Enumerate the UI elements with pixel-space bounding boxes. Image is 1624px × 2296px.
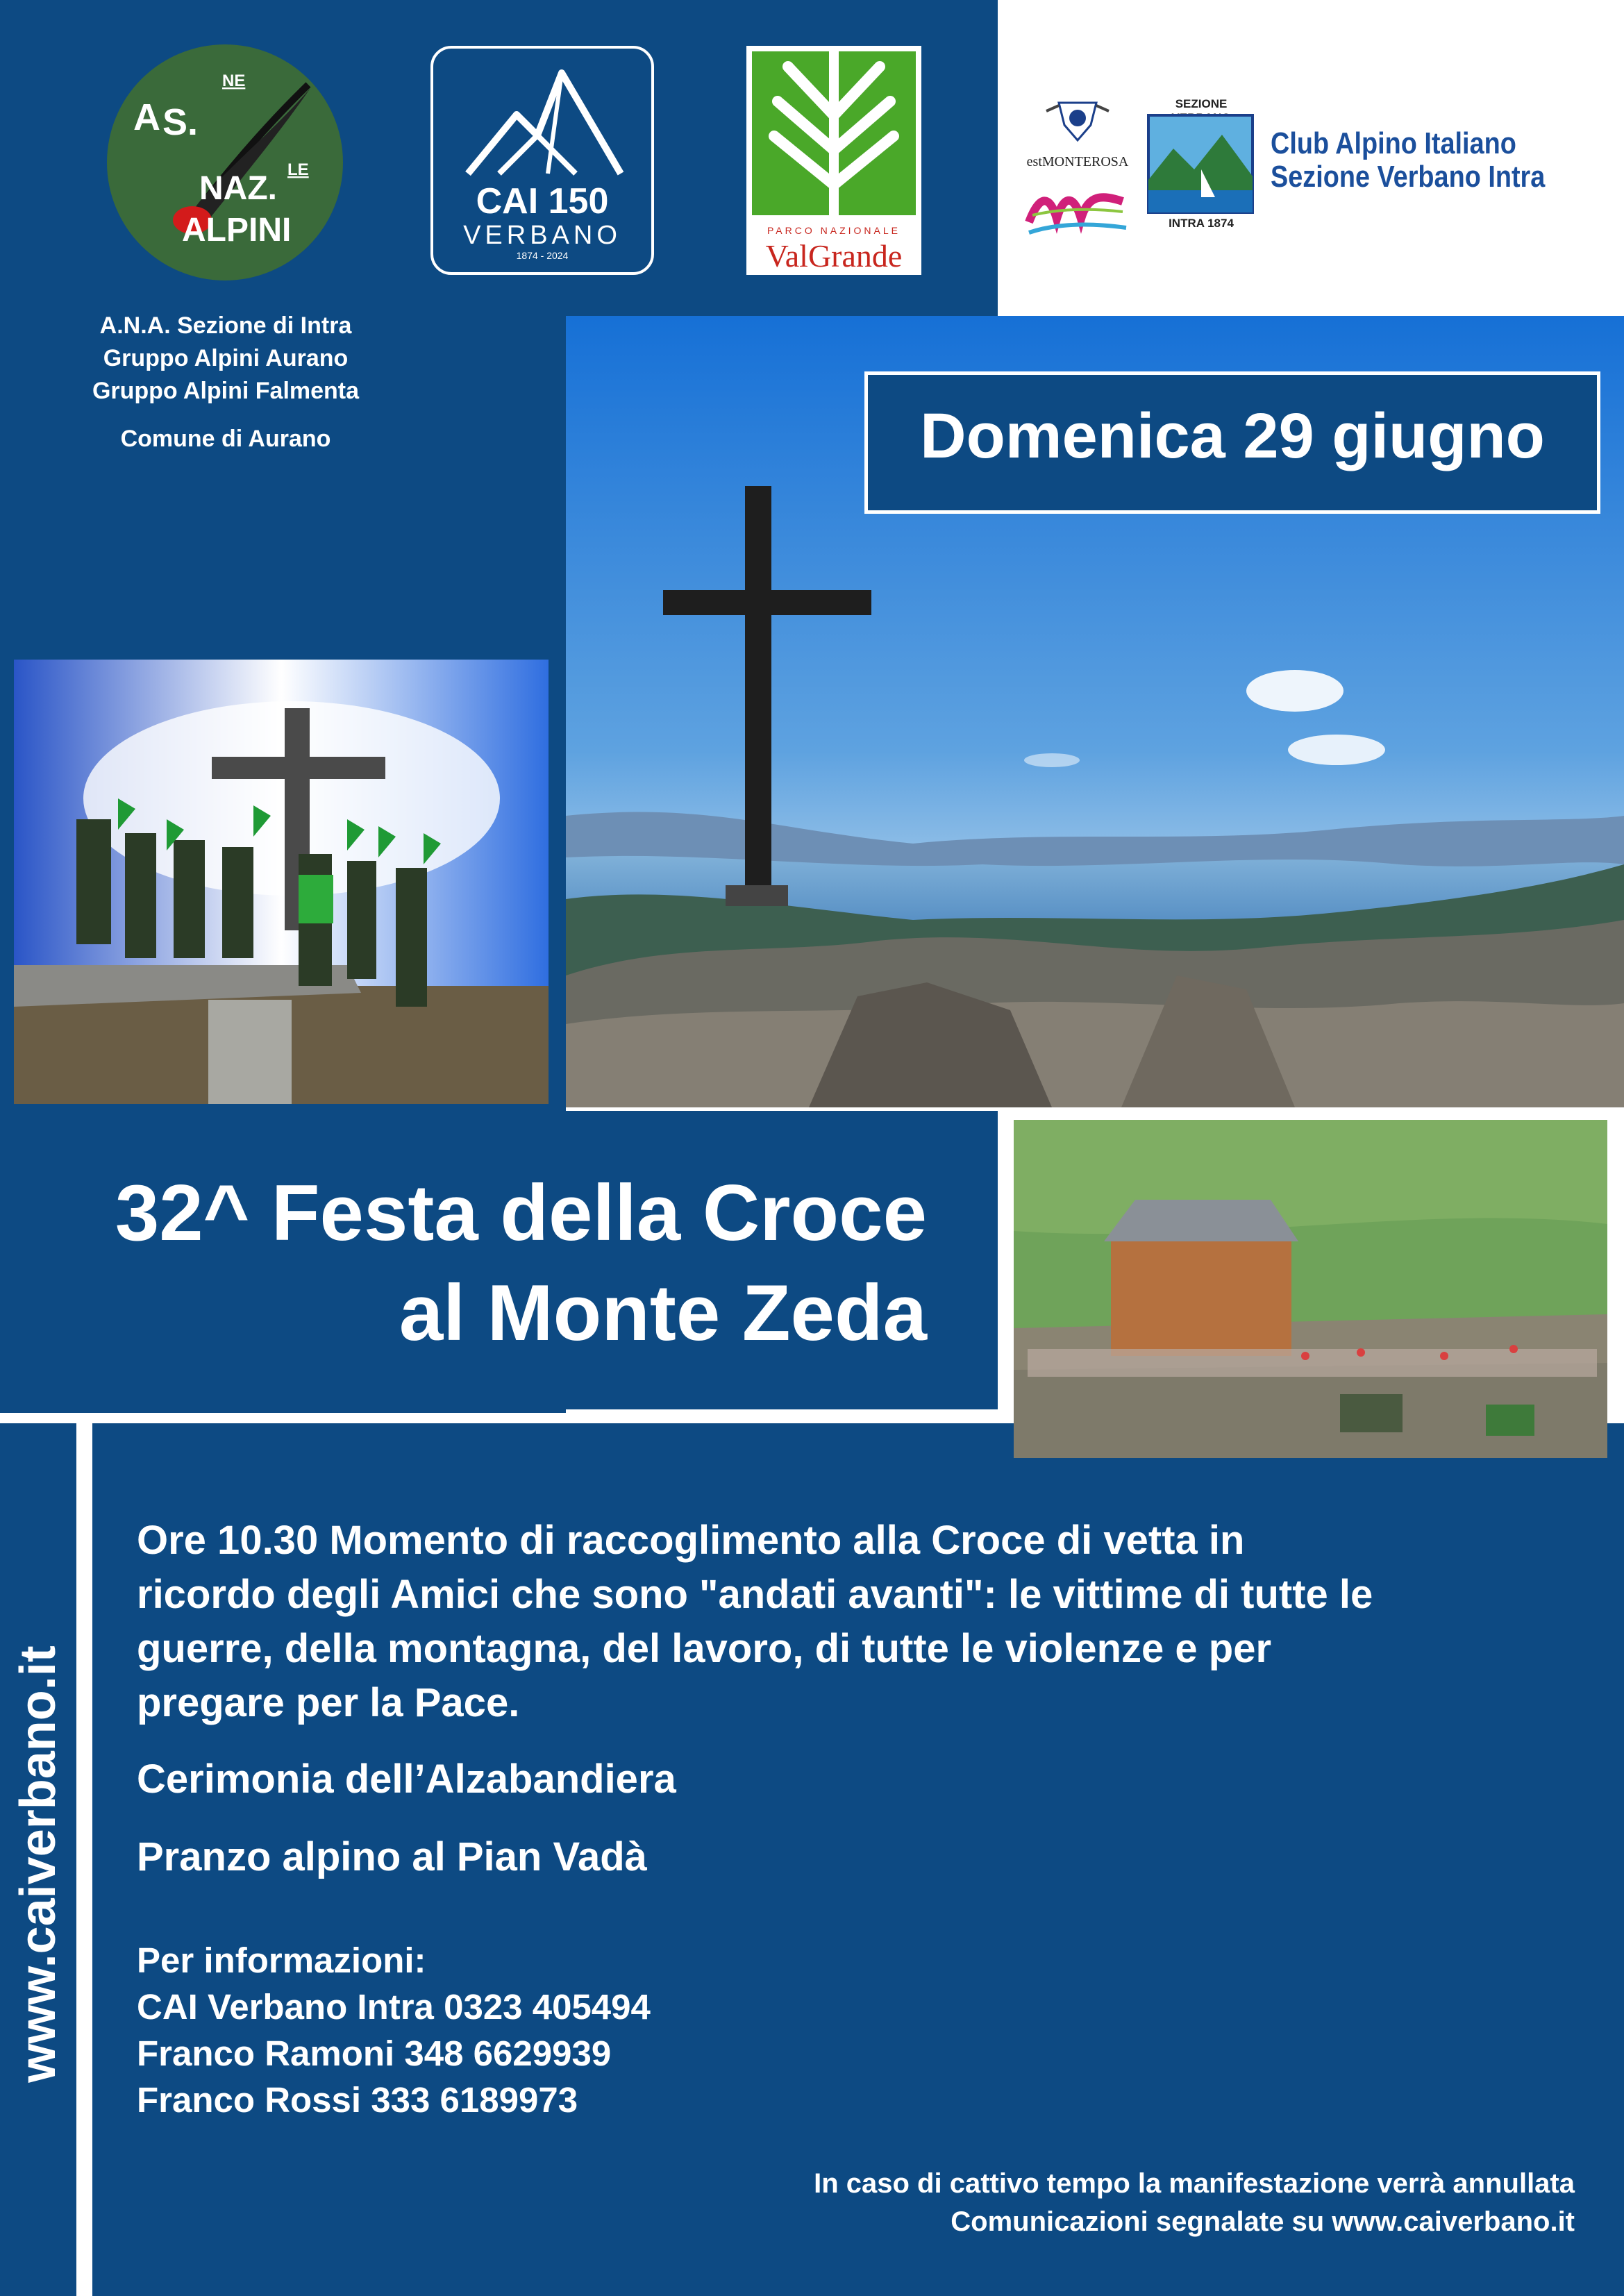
title-band xyxy=(0,1111,998,1409)
cai150-sub: VERBANO xyxy=(463,221,621,250)
valgrande-name: ValGrande xyxy=(765,238,903,274)
svg-text:NE: NE xyxy=(222,72,246,90)
sezione-top: SEZIONE xyxy=(1175,97,1228,110)
valgrande-park-logo xyxy=(746,46,921,219)
cai150-years: 1874 - 2024 xyxy=(516,250,569,261)
sezione-verbano-badge xyxy=(1146,114,1257,215)
program xyxy=(137,1514,1595,1884)
cai150-title: CAI 150 xyxy=(476,181,609,221)
event-title-line2: al Monte Zeda xyxy=(399,1269,927,1357)
mountain-hut-photo xyxy=(1014,1120,1607,1458)
hut-photo-art xyxy=(1014,1120,1607,1458)
info-contact: Franco Ramoni 348 6629939 xyxy=(137,2034,612,2073)
organizers xyxy=(42,310,410,455)
ana-alpini-logo xyxy=(106,43,345,283)
est-monterosa xyxy=(1019,97,1137,236)
info-contact: CAI Verbano Intra 0323 405494 xyxy=(137,1987,651,2027)
footer-note xyxy=(625,2165,1575,2241)
contact-info xyxy=(137,1937,1109,2123)
event-title-line1: 32^ Festa della Croce xyxy=(115,1169,927,1257)
program-line: pregare per la Pace. xyxy=(137,1680,520,1725)
ana-logo xyxy=(106,43,345,283)
program-line: guerre, della montagna, del lavoro, di tutte le violenze e per xyxy=(137,1626,1272,1671)
program-pranzo: Pranzo alpino al Pian Vadà xyxy=(137,1834,647,1879)
alpini-flags-photo xyxy=(14,660,549,1104)
alpini-photo-art xyxy=(14,660,549,1104)
cai-name-line1: Club Alpino Italiano xyxy=(1271,126,1516,160)
svg-text:ALPINI: ALPINI xyxy=(182,212,292,249)
sezione-badge xyxy=(1146,97,1257,236)
footer-line: In caso di cattivo tempo la manifestazione verrà annullata xyxy=(814,2168,1575,2199)
program-line: ricordo degli Amici che sono "andati avanti": le vittime di tutte le xyxy=(137,1572,1373,1617)
cai150-logo xyxy=(430,46,654,275)
organizer-line: Gruppo Alpini Aurano xyxy=(103,345,349,371)
svg-text:LE: LE xyxy=(287,160,309,179)
organizer-line: A.N.A. Sezione di Intra xyxy=(99,312,352,339)
program-line: Ore 10.30 Momento di raccoglimento alla Croce di vetta in xyxy=(137,1518,1245,1563)
info-heading: Per informazioni: xyxy=(137,1941,426,1980)
svg-text:S.: S. xyxy=(162,101,199,143)
organizer-line: Gruppo Alpini Falmenta xyxy=(92,378,360,404)
svg-text:NAZ.: NAZ. xyxy=(199,170,277,207)
valgrande-logo xyxy=(746,46,921,275)
sezione-bottom: INTRA 1874 xyxy=(1169,217,1234,230)
program-alzabandiera: Cerimonia dell’Alzabandiera xyxy=(137,1757,676,1802)
organizer-line: Comune di Aurano xyxy=(120,426,331,452)
event-date: Domenica 29 giugno xyxy=(920,401,1545,471)
ana-letter-a: A xyxy=(133,97,160,138)
info-contact: Franco Rossi 333 6189973 xyxy=(137,2080,578,2120)
cai-name-line2: Sezione Verbano Intra xyxy=(1271,160,1546,194)
footer-line: Comunicazioni segnalate su www.caiverbano.it xyxy=(951,2206,1575,2237)
side-url[interactable]: www.caiverbano.it xyxy=(10,1645,66,2083)
est-monterosa-label: estMONTEROSA xyxy=(1026,154,1129,169)
valgrande-top: PARCO NAZIONALE xyxy=(767,225,901,236)
